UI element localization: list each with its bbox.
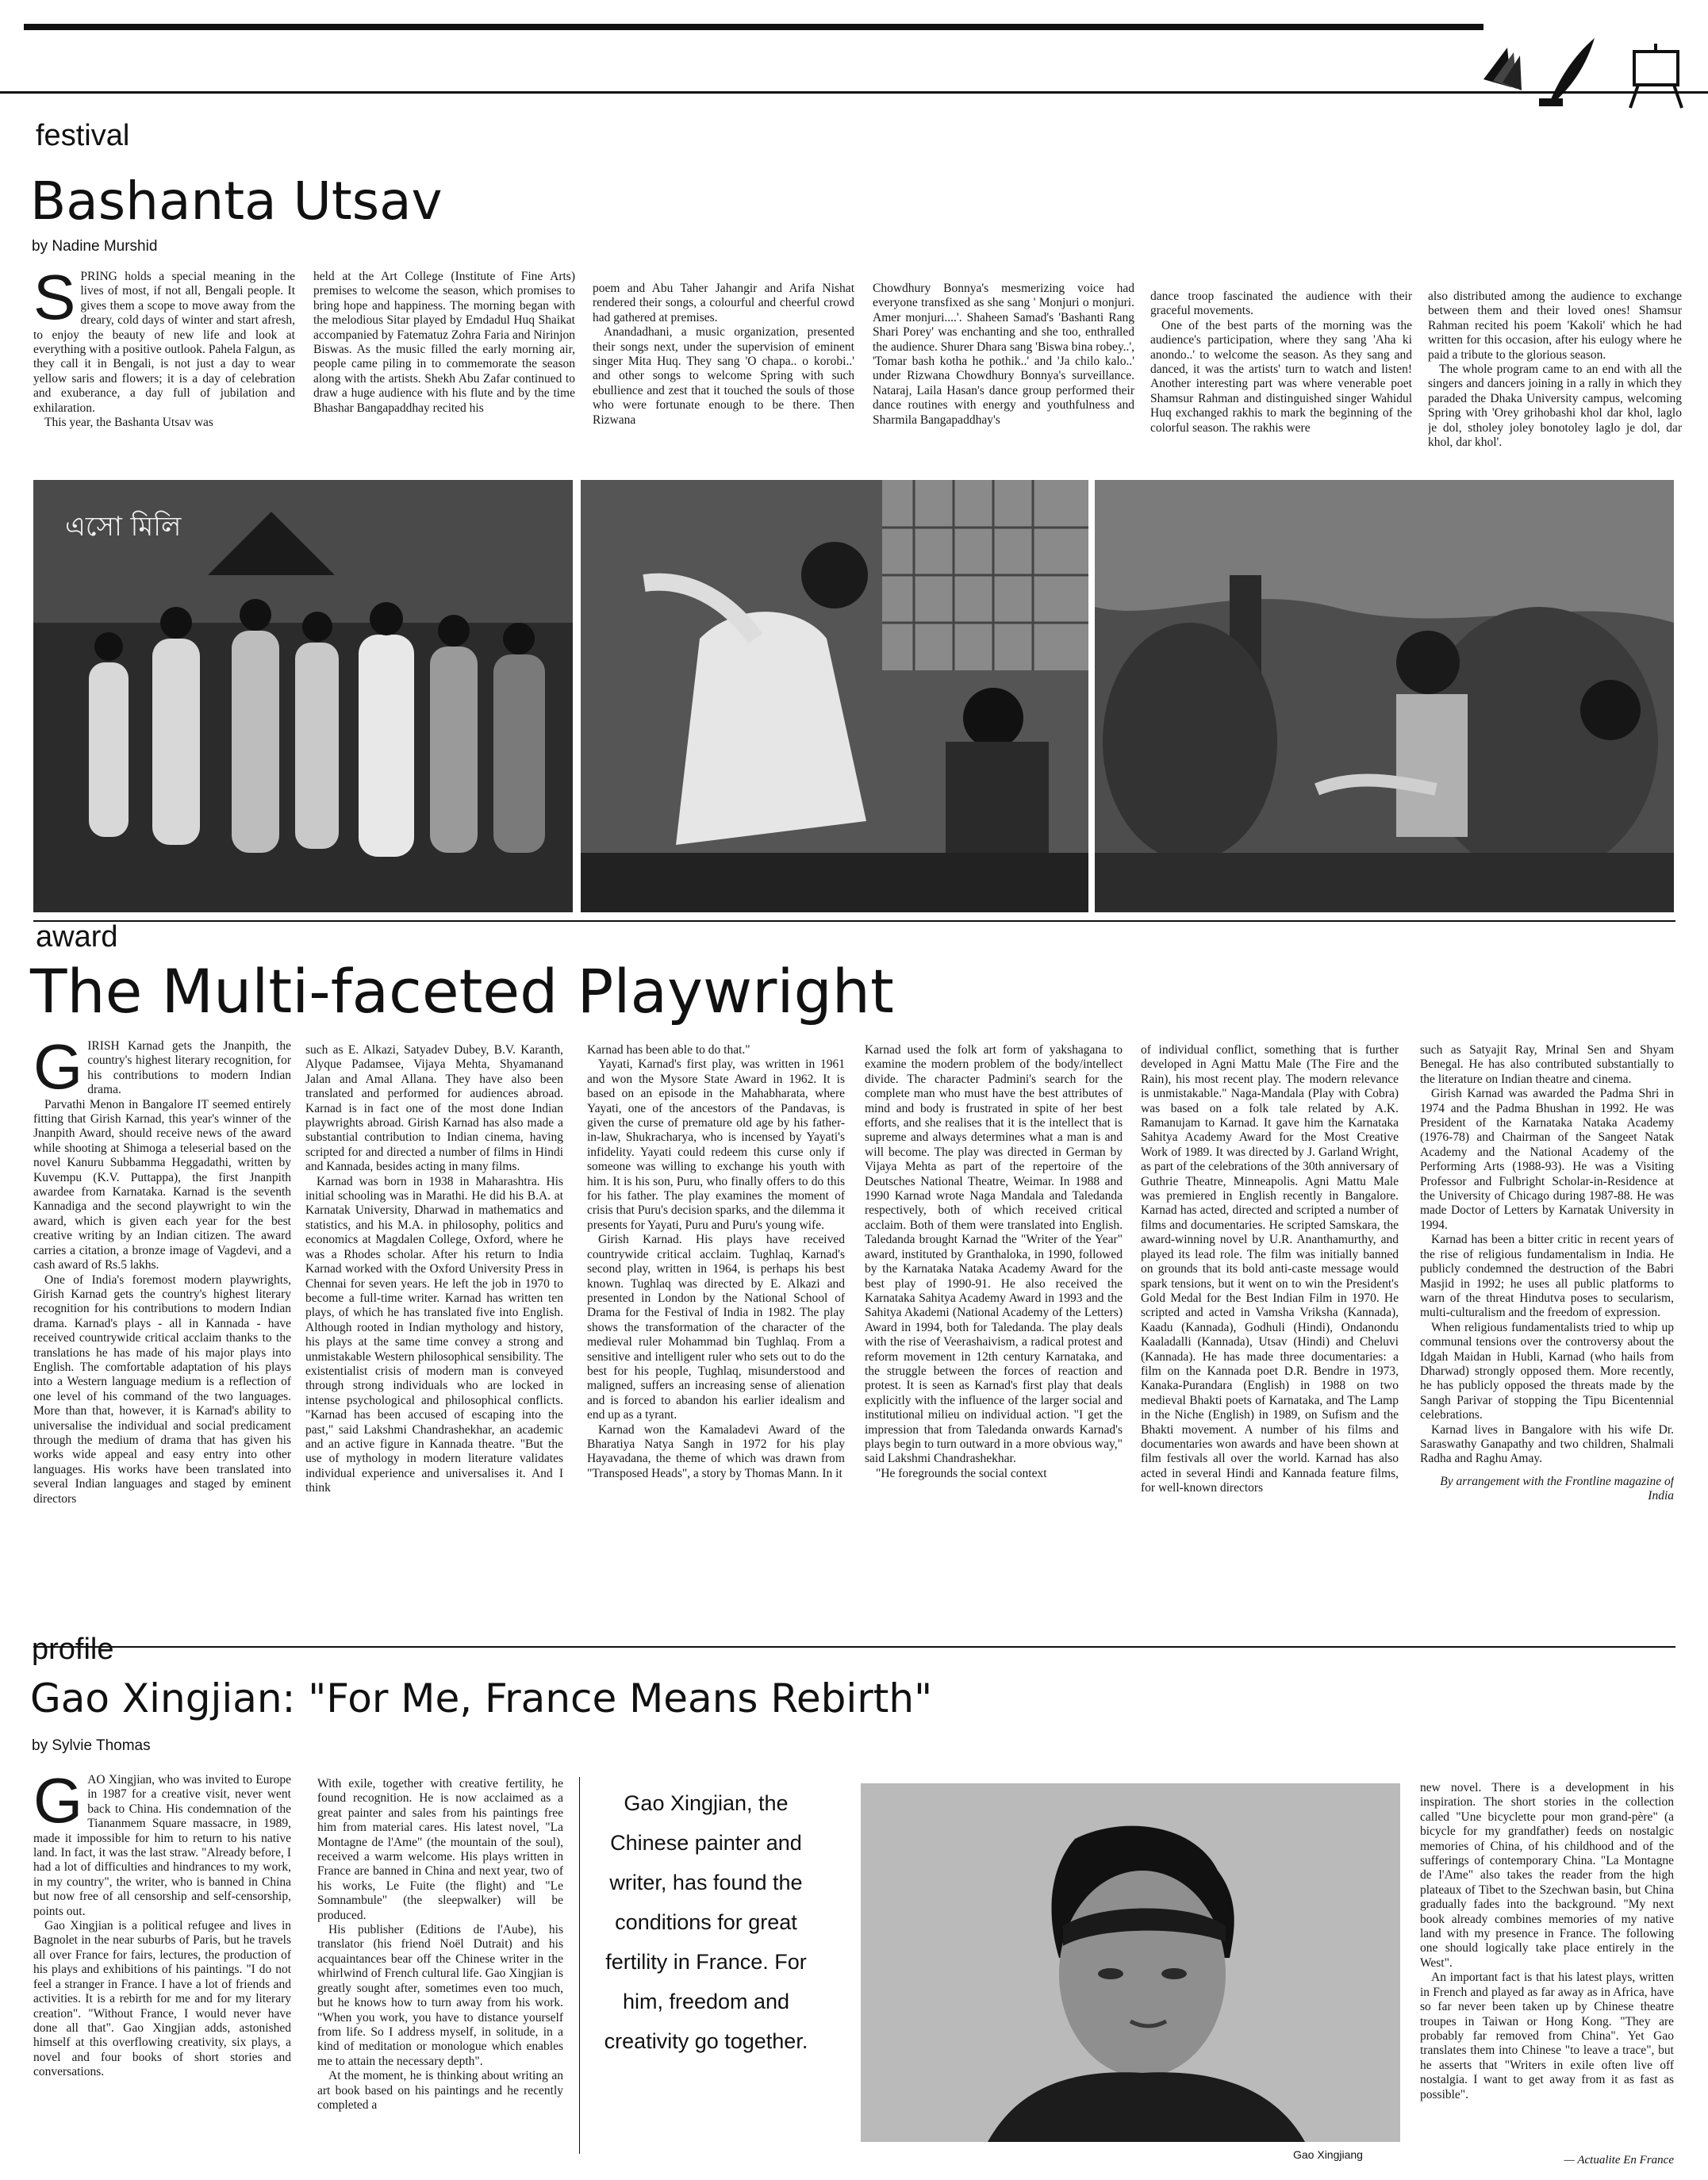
section-label-profile: profile <box>32 1633 114 1666</box>
award-col-4: Karnad used the folk art form of yakshagana to examine the modern problem of the body/intellect divide. The character Padmini's search for the complete man who must have the best attributes of mind and body is frustrated in spite of her best efforts, and she realises that it is the intellect that is supreme and always determines what a man is and will become. The play was directed in German by Vijaya Mehta as part of the repertoire of the Deutsches National Theatre, Weimar. In 1988 and 1990 Karnad wrote Naga Mandala and Taledanda respectively, both of which received critical acclaim. Both of them were translated into English. Taledanda brought Karnad the "Writer of the Year" award, instituted by Granthaloka, in 1990, followed by the Karnataka Nataka Academy Award for the best play of 1990-91. He also received the Karnataka Sahitya Academy Award in 1993 and the Sahitya Akademi (National Academy of the Letters) Award in 1994, both for Taledanda. The play deals with the rise of Veerashaivism, a radical protest and reform movement in 12th century Karnataka, and the struggle between the forces of reaction and protest. It is seen as Karnad's first play that deals explicitly with the influence of the larger social and institutional milieu on individual action. "I get the impression that from Taledanda onwards Karnad's plays begin to turn outward in a more obvious way," said Lakshmi Chandrashekhar. "He foregrounds the social context <box>865 1043 1123 1480</box>
festival-col-6: also distributed among the audience to exchange between them and their loved ones! Shamsur Rahman recited his poem 'Kakoli' which he had written for this occasion, after his eulogy where he paid a tribute to the glorious season. The whole program came to an end with all the singers and dancers joining in a rally in which they paraded the Dhaka University campus, welcoming Spring with 'Orey grihobashi khol dar khol, laglo je dol, stholey joley bonotoley laglo je dol, dar khol, dar khol'. <box>1428 290 1682 450</box>
festival-photo-rakhi <box>1095 480 1674 912</box>
headline-festival: Bashanta Utsav <box>30 171 443 232</box>
festival-photo-dancer <box>581 480 1088 912</box>
profile-rule <box>33 1646 1675 1648</box>
award-col-5: of individual conflict, something that is further developed in Agni Mattu Male (The Fire and the Rain), his most recent play. The modern relevance is unmistakable." Naga-Mandala (Play with Cobra) was based on a folk tale related by A.K. Ramanujam to Karnad. It gave him the Karnataka Sahitya Academy Award for the Most Creative Work of 1989. It was directed by J. Garland Wright, as part of the celebrations of the 30th anniversary of Guthrie Theatre, Minneapolis. Agni Mattu Male was premiered in English recently in Bangalore. Karnad has acted, directed and scripted a number of films and documentaries. He scripted Samskara, the award-winning novel by U.R. Ananthamurthy, and played its lead role. The film was initially banned on grounds that its bold anti-caste message would spark tensions, but it went on to win the President's Gold Medal for the Best Indian Film in 1970. He scripted and acted in Vamsha Vriksha (Kannada), Kaadu (Kannada), Godhuli (Hindi), Ondanondu Kaaladalli (Kannada), Utsav (Hindi) and Cheluvi (Kannada). He has made three documentaries: a film on the Kannada poet D.R. Bendre in 1973, Kanaka-Purandara (English) in 1988 on two medieval Bhakti poets of Karnataka, and The Lamp in the Niche (English) in 1989, on Sufism and the Bhakti movement. A number of his films and documentaries won awards and have been shown at film festivals all over the world. Karnad has also acted in several Hindi and Kannada feature films, for well-known directors <box>1141 1043 1399 1495</box>
byline-festival: by Nadine Murshid <box>32 238 158 255</box>
profile-col-2: With exile, together with creative fertility, he found recognition. He is now acclaimed as a great painter and sales from his paintings free him from material cares. His latest novel, "La Montagne de l'Ame" (the mountain of the soul), received a warm welcome. His plays written in France are banned in China and next year, two of his works, Le Fuite (the flight) and "Le Somnambule" (the sleepwalker) will be produced. His publisher (Editions de l'Aube), his translator (his friend Noël Dutrait) and his acquaintances bear off the Chinese writer in the whirlwind of French cultural life. Gao Xingjian is greatly sought after, sometimes even too much, but he knows how to turn away from his work. "When you work, you have to distance yourself from life. So I address myself, in solitude, in a kind of meditation or monologue which enables me to attain the necessary depth". At the moment, he is thinking about writing an art book based on his paintings and he recently completed a <box>317 1777 563 2112</box>
photo-caption-gao: Gao Xingjiang <box>1293 2148 1363 2161</box>
top-rule-thick <box>24 24 1483 30</box>
profile-credit: — Actualite En France <box>1564 2154 1674 2167</box>
svg-text:এসো মিলি: এসো মিলি <box>65 511 182 543</box>
easel-icon <box>1630 44 1682 108</box>
profile-photo-gao <box>861 1783 1400 2142</box>
award-col-3: Karnad has been able to do that." Yayati, Karnad's first play, was written in 1961 and won the Mysore State Award in 1962. It is based on an episode in the Mahabharata, where Yayati, one of the ancestors of the Pandavas, is given the curse of premature old age by his father-in-law, Shukracharya, who is incensed by Yayati's infidelity. Yayati could redeem this curse only if someone was willing to exchange his youth with him. It is his son, Puru, who finally offers to do this for his father. The play examines the moment of crisis that Puru's decision sparks, and the dilemma it presents for Yayati, Puru and Puru's young wife. Girish Karnad. His plays have received countrywide critical acclaim. Tughlaq, Karnad's second play, written in 1964, is perhaps his best known. Tughlaq was directed by E. Alkazi and presented in London by the National School of Drama for the Festival of India in 1982. The play shows the transformation of the character of the medieval ruler Mohammad bin Tughlaq. From a sensitive and intelligent ruler who sets out to do the best for his people, Tughlaq, misunderstood and maligned, suffers an increasing sense of alienation and is forced to abandon his earlier idealism and end up as a tyrant. Karnad won the Kamaladevi Award of the Bharatiya Natya Sangh in 1972 for his play Hayavadana, the theme of which was drawn from "Transposed Heads", a story by Thomas Mann. In it <box>587 1043 845 1480</box>
pullquote-left-rule <box>579 1777 580 2154</box>
award-credit: By arrangement with the Frontline magazine of India <box>1440 1474 1674 1503</box>
headline-award: The Multi-faceted Playwright <box>30 956 894 1027</box>
festival-photo-group <box>33 480 573 912</box>
quill-icon <box>1539 38 1595 106</box>
top-rule-thin <box>0 91 1708 94</box>
award-col-1: G IRISH Karnad gets the Jnanpith, the country's highest literary recognition, for his contributions to modern Indian drama. Parvathi Menon in Bangalore IT seemed entirely fitting that Girish Karnad, this year's winner of the Jnanpith Award, should receive news of the award while shooting at Shimoga a teleserial based on the novel Kanuru Subbamma Heggadathi, written by Kuvempu (K.V. Puttappa), the first Jnanpith awardee from Karnataka. Karnad is the seventh Kannadiga and the second playwright to win the award, which is given each year for the best creative writing by an Indian citizen. The award carries a citation, a bronze image of Vagdevi, and a cash award of Rs.5 lakhs. One of India's foremost modern playwrights, Girish Karnad gets the country's highest literary recognition for his contributions to modern Indian drama. Karnad's plays - all in Kannada - have received countrywide critical acclaim thanks to the translations he has made of his major plays into English. The comfortable adaptation of his plays into a Western language medium is a reflection of one level of his command of the two languages. More than that, however, it is Karnad's ability to universalise the individual and social predicament through the medium of drama that has given his works wide appeal and easy entry into other languages. His works have been translated into several Indian languages and staged by eminent directors <box>33 1039 291 1506</box>
headline-profile: Gao Xingjian: "For Me, France Means Rebirth" <box>30 1675 933 1721</box>
award-col-2: such as E. Alkazi, Satyadev Dubey, B.V. Karanth, Alyque Padamsee, Vijaya Mehta, Shyamanand Jalan and Amal Allana. They have also been translated and performed for audiences abroad. Karnad is in fact one of the most done Indian playwrights abroad. Girish Karnad has also made a substantial contribution to Indian cinema, having scripted for and directed a number of films in Hindi and Kannada, besides acting in many films. Karnad was born in 1938 in Maharashtra. His initial schooling was in Marathi. He did his B.A. at Karnatak University, Dharwad in mathematics and statistics, and his M.A. in philosophy, politics and economics at Magdalen College, Oxford, where he was a Rhodes scholar. After his return to India Karnad worked with the Oxford University Press in Chennai for seven years. He left the job in 1970 to become a full-time writer. Karnad has written ten plays, of which he has translated five into English. Although rooted in Indian mythology and history, his plays at the same time convey a strong and unmistakable Western philosophical sensibility. The existentialist crisis of modern man is conveyed through strong individuals who are locked in intense psychological and philosophical conflicts. "Karnad has been accused of escaping into the past," said Lakshmi Chandrashekhar, an academic and an active figure in Kannada theatre. "But the use of mythology in modern literature validates individual experience and universalises it. And I think <box>305 1043 563 1495</box>
pullquote-profile: Gao Xingjian, the Chinese painter and writer, has found the conditions for great fertility in France. For him, freedom and creativity go together. <box>604 1791 808 2053</box>
dropcap-award: G <box>33 1039 83 1102</box>
festival-col-3: poem and Abu Taher Jahangir and Arifa Nishat rendered their songs, a colourful and cheerful crowd had gathered at premises. Anandadhani, a music organization, presented their songs next, under the supervision of eminent singer Mita Huq. They sang 'O chapa.. o korobi..' and other songs to welcome Spring with such ebullience and zest that it touched the souls of those who were fortunate enough to be there. Then Rizwana <box>593 282 854 427</box>
award-col-6: such as Satyajit Ray, Mrinal Sen and Shyam Benegal. He has also contributed substantially to the literature on Indian theatre and cinema. Girish Karnad was awarded the Padma Shri in 1974 and the Padma Bhushan in 1992. He was President of the Karnataka Nataka Academy (1976-78) and Chairman of the Sangeet Natak Academy and the National Academy of the Performing Arts (1988-93). He was a Visiting Professor and Fulbright Scholar-in-Residence at the University of Chicago during 1987-88. He was made Doctor of Letters by Karnatak University in 1994. Karnad has been a bitter critic in recent years of the rise of religious fundamentalism in India. He publicly condemned the destruction of the Babri Masjid in 1992; he uses all public platforms to warn of the threat Hindutva poses to secularism, multi-culturalism and the freedom of expression. When religious fundamentalists tried to whip up communal tensions over the controversy about the Idgah Maidan in Hubli, Karnad (who hails from Dharwad) strongly opposed them. More recently, he has publicly opposed the threats made by the Sangh Parivar of stopping the Tipu Bicentennial celebrations. Karnad lives in Bangalore with his wife Dr. Saraswathy Ganapathy and two children, Shalmali Radha and Raghu Amay. By arrangement with the Frontline magazine of India <box>1420 1043 1674 1503</box>
dropcap-profile: G <box>33 1773 83 1836</box>
profile-col-1: G AO Xingjian, who was invited to Europe in 1987 for a creative visit, never went back to China. His condemnation of the Tiananmem Square massacre, in 1989, made it impossible for him to return to his native land. In fact, it was the last straw. "Already before, I had a lot of difficulties and hindrances to my work, in my country", the writer, who is banned in China but now free of all censorship and self-censorship, points out. Gao Xingjian is a political refugee and lives in Bagnolet in the near suburbs of Paris, but he travels all over France for fairs, lectures, the production of his plays and exhibitions of his paintings. "I do not feel a stranger in France. I have a lot of friends and activities. It is a rebirth for me and for my literary creation". "Without France, I would never have done all that". Gao Xingjian adds, astonished himself at this overflowing creativity, six plays, a novel and four books of short stories and conversations. <box>33 1773 291 2079</box>
festival-col-5: dance troop fascinated the audience with their graceful movements. One of the best parts of the morning was the audience's participation, where they sang 'Aha ki anondo..' to welcome the season. As they sang and danced, it was the artists' turn to watch and listen! Another interesting part was where venerable poet Shamsur Rahman and distinguished singer Wahidul Huq exchanged rakhis to mark the beginning of the colorful season. The rakhis were <box>1150 290 1412 435</box>
festival-col-1: S PRING holds a special meaning in the lives of most, if not all, Bengali people. It gives them a scope to move away from the dreary, cold days of winter and start afresh, to enjoy the beauty of new life and look at everything with a positive outlook. Pahela Falgun, as they call it in Bengali, is not just a day to wear yellow saris and flowers; it is a day of celebration and exuberance, a day full of jubilation and exhilaration. This year, the Bashanta Utsav was <box>33 270 295 430</box>
festival-col-2: held at the Art College (Institute of Fine Arts) premises to welcome the season, which promises to bring hope and happiness. The morning began with the melodious Sitar played by Emdadul Huq Shaikat accompanied by Fatematuz Zohra Faria and Nirinjon Biswas. As the music filled the early morning air, people came piling in to commemorate the season along with the artists. Shekh Abu Zafar continued to draw a huge audience with his flute and by the time Bhashar Bangapaddhay recited his <box>313 270 575 415</box>
dropcap-festival: S <box>33 270 76 332</box>
section-label-award: award <box>36 920 118 954</box>
byline-profile: by Sylvie Thomas <box>32 1737 151 1754</box>
festival-col-4: Chowdhury Bonnya's mesmerizing voice had everyone transfixed as she sang ' Monjuri o monjuri. Amer monjuri....'. Shaheen Samad's 'Bashanti Rang Shari Porey' was enchanting and she too, enthralled the audience. Shurer Dhara sang 'Biswa bina robey..', 'Tomar bash kotha he pothik..' and 'Ja chilo kalo..' under Rizwana Chowdhury Bonnya's surveillance. Nataraj, Laila Hasan's dance group performed their dance routines with energy and youthfulness and Sharmila Bangapaddhay's <box>873 282 1134 427</box>
award-rule <box>33 920 1675 922</box>
section-label-festival: festival <box>36 119 130 152</box>
book-icon <box>1483 48 1522 90</box>
masthead-icons <box>1476 32 1698 111</box>
profile-col-3: new novel. There is a development in his inspiration. The short stories in the collection called "Une bicyclette pour mon grand-père" (a bicycle for my grandfather) feeds on nostalgic memories of China, of his childhood and of the sufferings of contemporary China. "La Montagne de l'Ame" also takes the reader from the high plateaux of Tibet to the Szechwan basin, but China gradually fades into the background. "My next book already combines memories of my native land with my presence in France. The following one should logically take place entirely in the West". An important fact is that his latest plays, written in French and played as far away as in Africa, have so far never been taken up by Chinese theatre troupes in Taiwan or Hong Kong. "They are probably far removed from China". Yet Gao translates them into Chinese "to leave a trace", but he asserts that "Writers in exile often live off nostalgia. I want to get away from it as fast as possible". <box>1420 1781 1674 2101</box>
